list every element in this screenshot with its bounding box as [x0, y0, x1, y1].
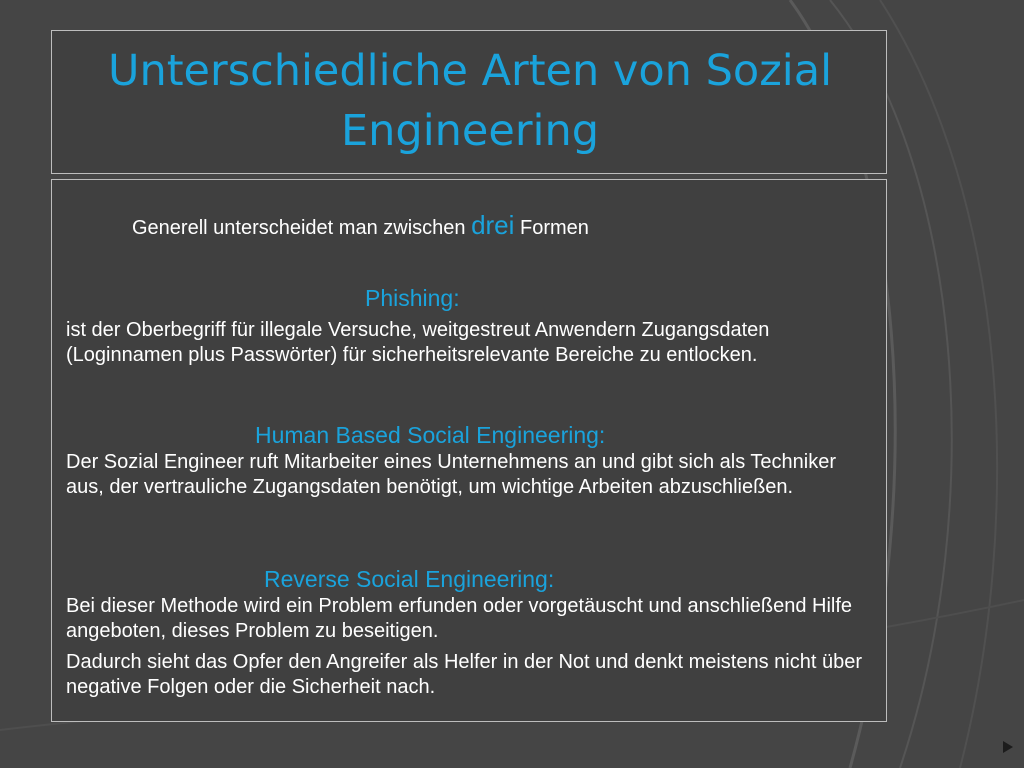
section-body-phishing: ist der Oberbegriff für illegale Versuche, weitgestreut Anwendern Zugangsdaten (Loginnamen plus Passwörter) für sicherheitsrelevante Bereiche zu entlocken.	[66, 319, 770, 366]
section-heading-phishing: Phishing:	[365, 285, 460, 311]
section-body-human-based: Der Sozial Engineer ruft Mitarbeiter eines Unternehmens an und gibt sich als Techniker aus, der vertrauliche Zugangsdaten benötigt, um wichtige Arbeiten abzuschließen.	[66, 451, 837, 498]
title-box	[51, 30, 887, 174]
content-box	[51, 179, 887, 722]
next-arrow-icon	[1003, 741, 1013, 753]
slide-title: Unterschiedliche Arten von Sozial Engineering	[107, 46, 833, 156]
section-body-reverse-consequence: Dadurch sieht das Opfer den Angreifer als Helfer in der Not und denkt meistens nicht über negative Folgen oder die Sicherheit nach.	[66, 651, 862, 698]
section-body-reverse: Bei dieser Methode wird ein Problem erfunden oder vorgetäuscht und anschließend Hilfe angeboten, dieses Problem zu beseitigen.	[66, 595, 853, 642]
section-heading-reverse: Reverse Social Engineering:	[264, 566, 555, 592]
intro-highlight: drei	[471, 210, 515, 240]
section-heading-human-based: Human Based Social Engineering:	[255, 422, 606, 448]
intro-text	[132, 210, 589, 240]
intro-after: Formen	[514, 217, 589, 239]
intro-before: Generell unterscheidet man zwischen	[132, 217, 472, 239]
